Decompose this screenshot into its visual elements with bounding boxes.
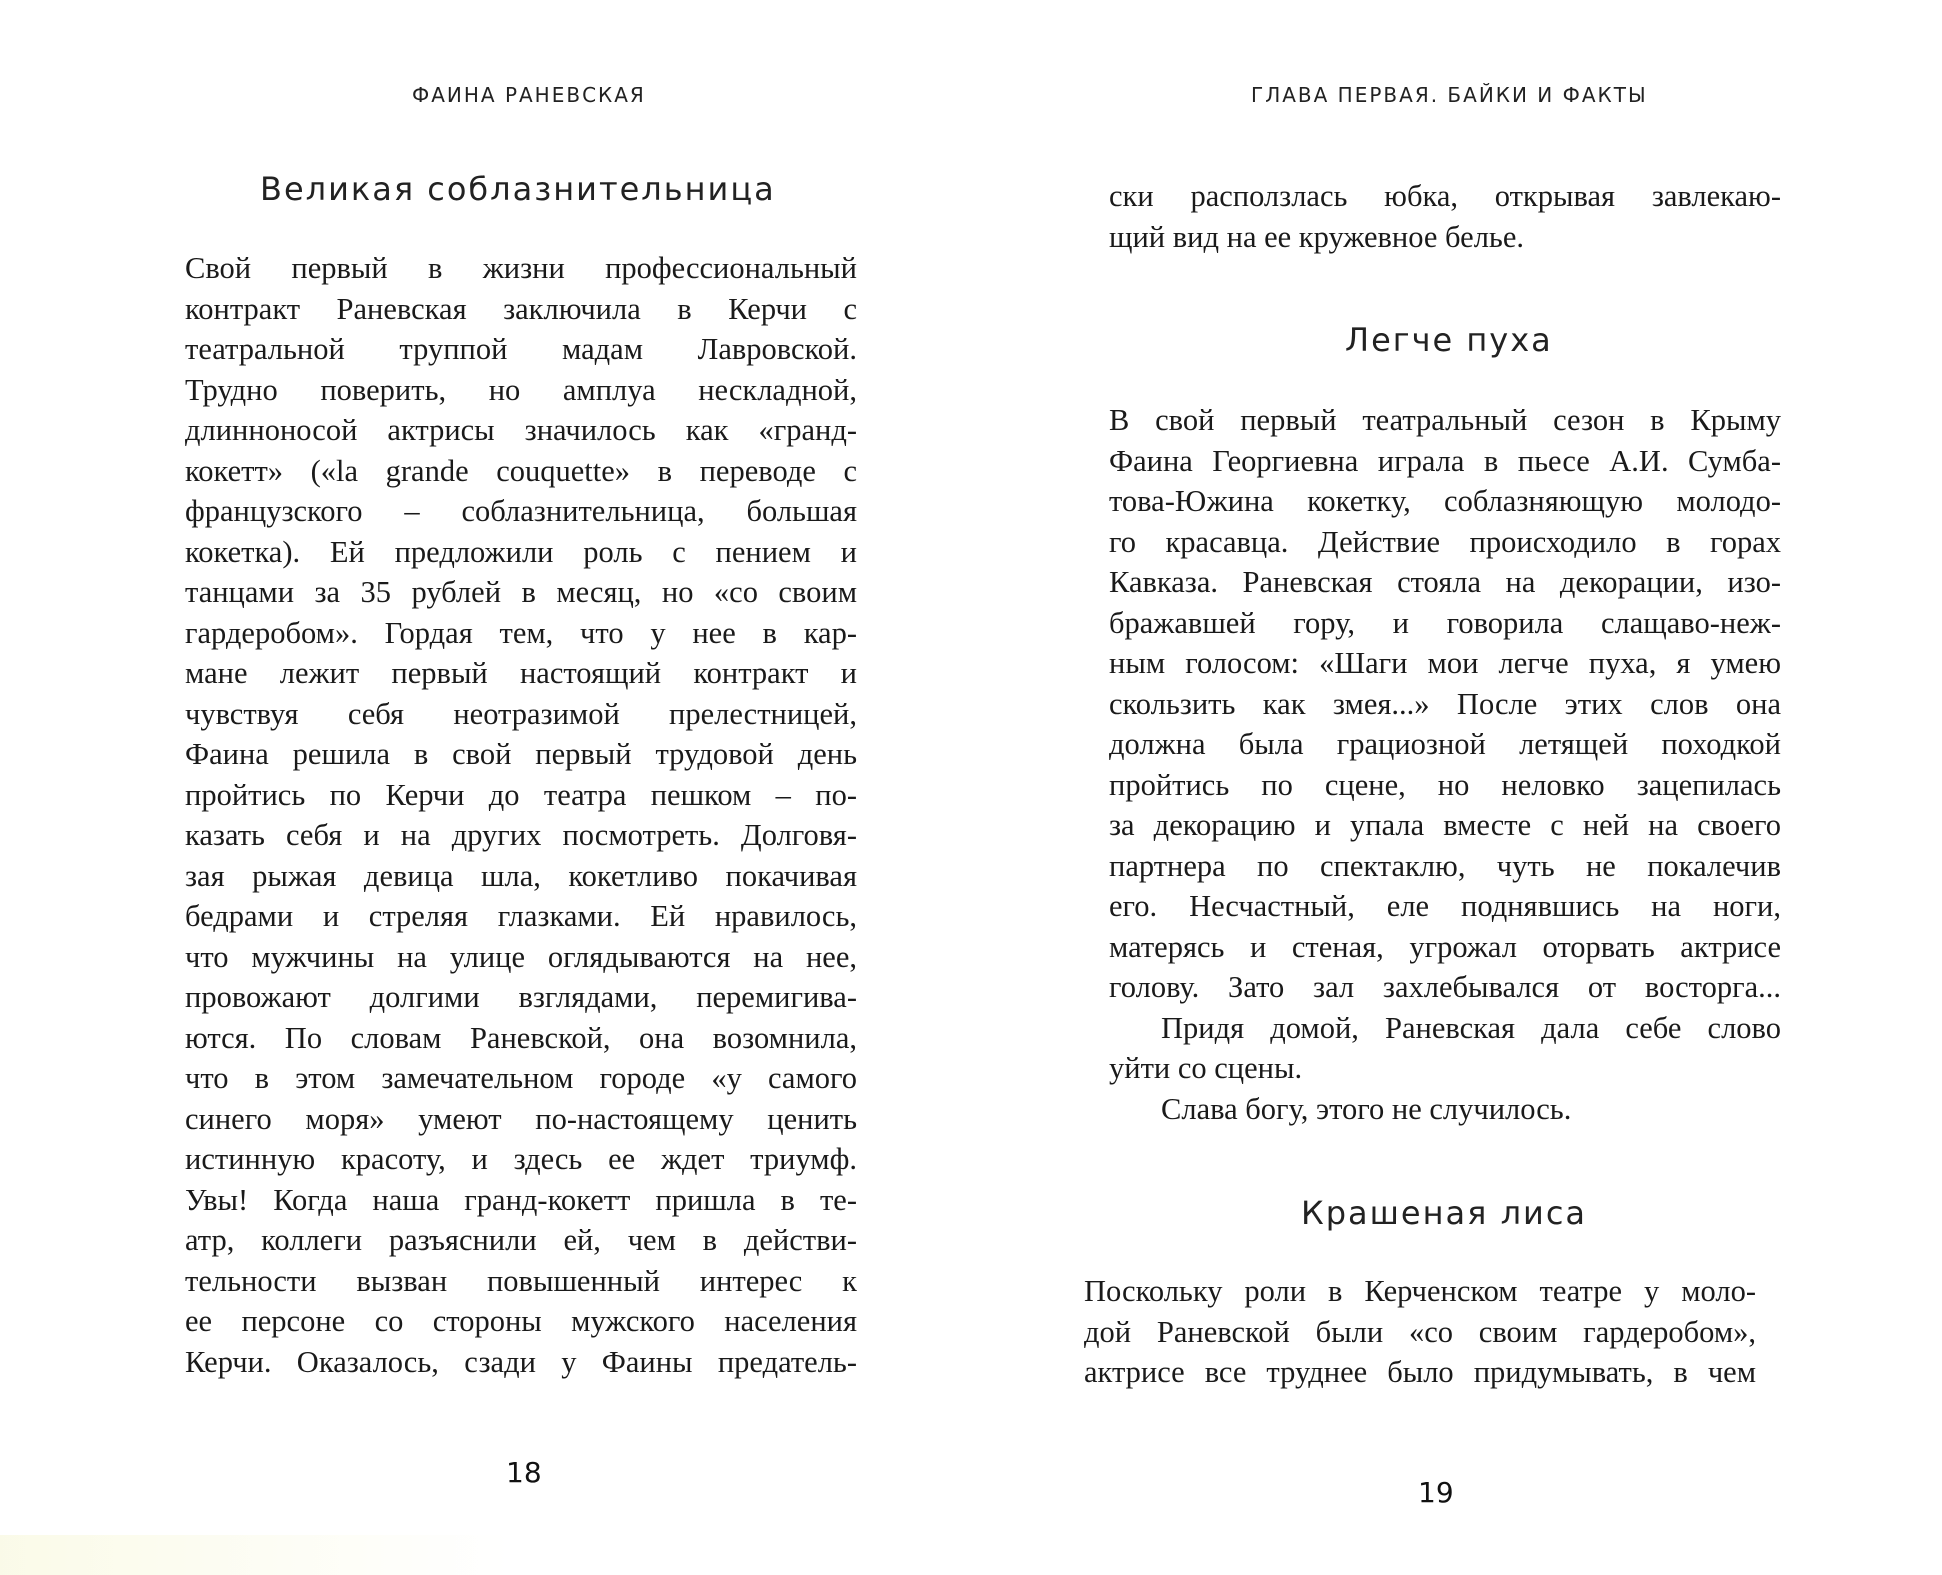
text-line: танцами за 35 рублей в месяц, но «со своим [185,575,857,609]
text-line: бедрами и стреляя глазками. Ей нравилось, [185,899,857,933]
text-line: синего моря» умеют по-настоящему ценить [185,1101,857,1136]
text-line: его. Несчастный, еле поднявшись на ноги, [1109,889,1781,923]
left-running-head: ФАИНА РАНЕВСКАЯ [412,83,646,107]
text-line: атр, коллеги разъяснили ей, чем в действи- [185,1223,857,1257]
text-line: Керчи. Оказалось, сзади у Фаины предатель- [185,1344,857,1379]
continuation-text [1109,176,1781,257]
text-line: Слава богу, этого не случилось. [1161,1091,1572,1126]
text-line: кокетка). Ей предложили роль с пением и [185,534,857,569]
text-line: го красавца. Действие происходило в горах [1109,524,1781,559]
text-line: тельности вызван повышенный интерес к [185,1263,857,1298]
page-number-right: 19 [1418,1476,1454,1509]
text-line: французского – соблазнительница, большая [185,494,857,528]
text-line: Фаина решила в свой первый трудовой день [185,737,857,771]
text-line: ее персоне со стороны мужского населения [185,1304,857,1338]
text-line: бражавшей гору, и говорила слащаво-неж- [1109,605,1781,640]
text-line: ски расползлась юбка, открывая завлекаю- [1109,179,1781,213]
text-line: чувствуя себя неотразимой прелестницей, [185,696,857,731]
text-line: что мужчины на улице оглядываются на нее, [185,939,857,974]
text-line: Увы! Когда наша гранд-кокетт пришла в те- [185,1182,857,1217]
text-line: кокетт» («la grande couquette» в переводе с [185,453,857,488]
text-line: истинную красоту, и здесь ее ждет триумф. [185,1142,857,1176]
text-line: что в этом замечательном городе «у самого [185,1061,857,1095]
text-line: ным голосом: «Шаги мои легче пуха, я умею [1109,646,1781,680]
section-title-dyed-fox: Крашеная лиса [1301,1194,1588,1232]
text-line: матерясь и стеная, угрожал оторвать актрисе [1109,929,1781,964]
text-line: Кавказа. Раневская стояла на декорации, изо- [1109,565,1781,599]
text-line: това-Южина кокетку, соблазняющую молодо- [1109,484,1781,518]
text-line: Свой первый в жизни профессиональный [185,251,857,285]
text-line: зая рыжая девица шла, кокетливо покачивая [185,858,857,893]
text-line: голову. Зато зал захлебывался от восторга... [1109,970,1781,1004]
text-line: Придя домой, Раневская дала себе слово [1161,1010,1781,1045]
right-page [971,0,1942,1575]
right-running-head: ГЛАВА ПЕРВАЯ. БАЙКИ И ФАКТЫ [1251,83,1648,107]
page-number-left: 18 [506,1456,542,1489]
section-title-lighter-than-fluff: Легче пуха [1345,321,1553,359]
text-line: за декорацию и упала вместе с ней на своего [1109,808,1781,842]
scan-smudge [0,1535,510,1575]
text-line: мане лежит первый настоящий контракт и [185,656,857,690]
text-line: дой Раневской были «со своим гардеробом», [1084,1314,1756,1349]
text-line: длинноносой актрисы значилось как «гранд- [185,413,857,447]
text-line: Поскольку роли в Керченском театре у моло- [1084,1274,1756,1308]
text-line: актрисе все труднее было придумывать, в чем [1084,1355,1756,1389]
text-line: скользить как змея...» После этих слов она [1109,686,1781,721]
text-line: уйти со сцены. [1109,1051,1303,1085]
text-line: пройтись по Керчи до театра пешком – по- [185,777,857,812]
text-line: театральной труппой мадам Лавровской. [185,332,857,366]
text-line: казать себя и на других посмотреть. Долговя- [185,818,857,852]
text-line: должна была грациозной летящей походкой [1109,727,1781,761]
text-line: Трудно поверить, но амплуа нескладной, [185,372,857,407]
text-line: ются. По словам Раневской, она возомнила, [185,1020,857,1055]
text-line: гардеробом». Гордая тем, что у нее в кар- [185,615,857,650]
text-line: В свой первый театральный сезон в Крыму [1109,403,1781,437]
section2-body-text [1109,400,1781,1129]
text-line: партнера по спектаклю, чуть не покалечив [1109,848,1781,883]
text-line: провожают долгими взглядами, перемигива- [185,980,857,1014]
text-line: контракт Раневская заключила в Керчи с [185,291,857,326]
section-title-great-seductress: Великая соблазнительница [260,170,776,208]
text-line: пройтись по сцене, но неловко зацепилась [1109,767,1781,802]
text-line: Фаина Георгиевна играла в пьесе А.И. Сумба- [1109,443,1781,478]
section3-body-text [1084,1271,1756,1393]
text-line: щий вид на ее кружевное белье. [1109,219,1524,254]
left-body-text [185,248,857,1382]
